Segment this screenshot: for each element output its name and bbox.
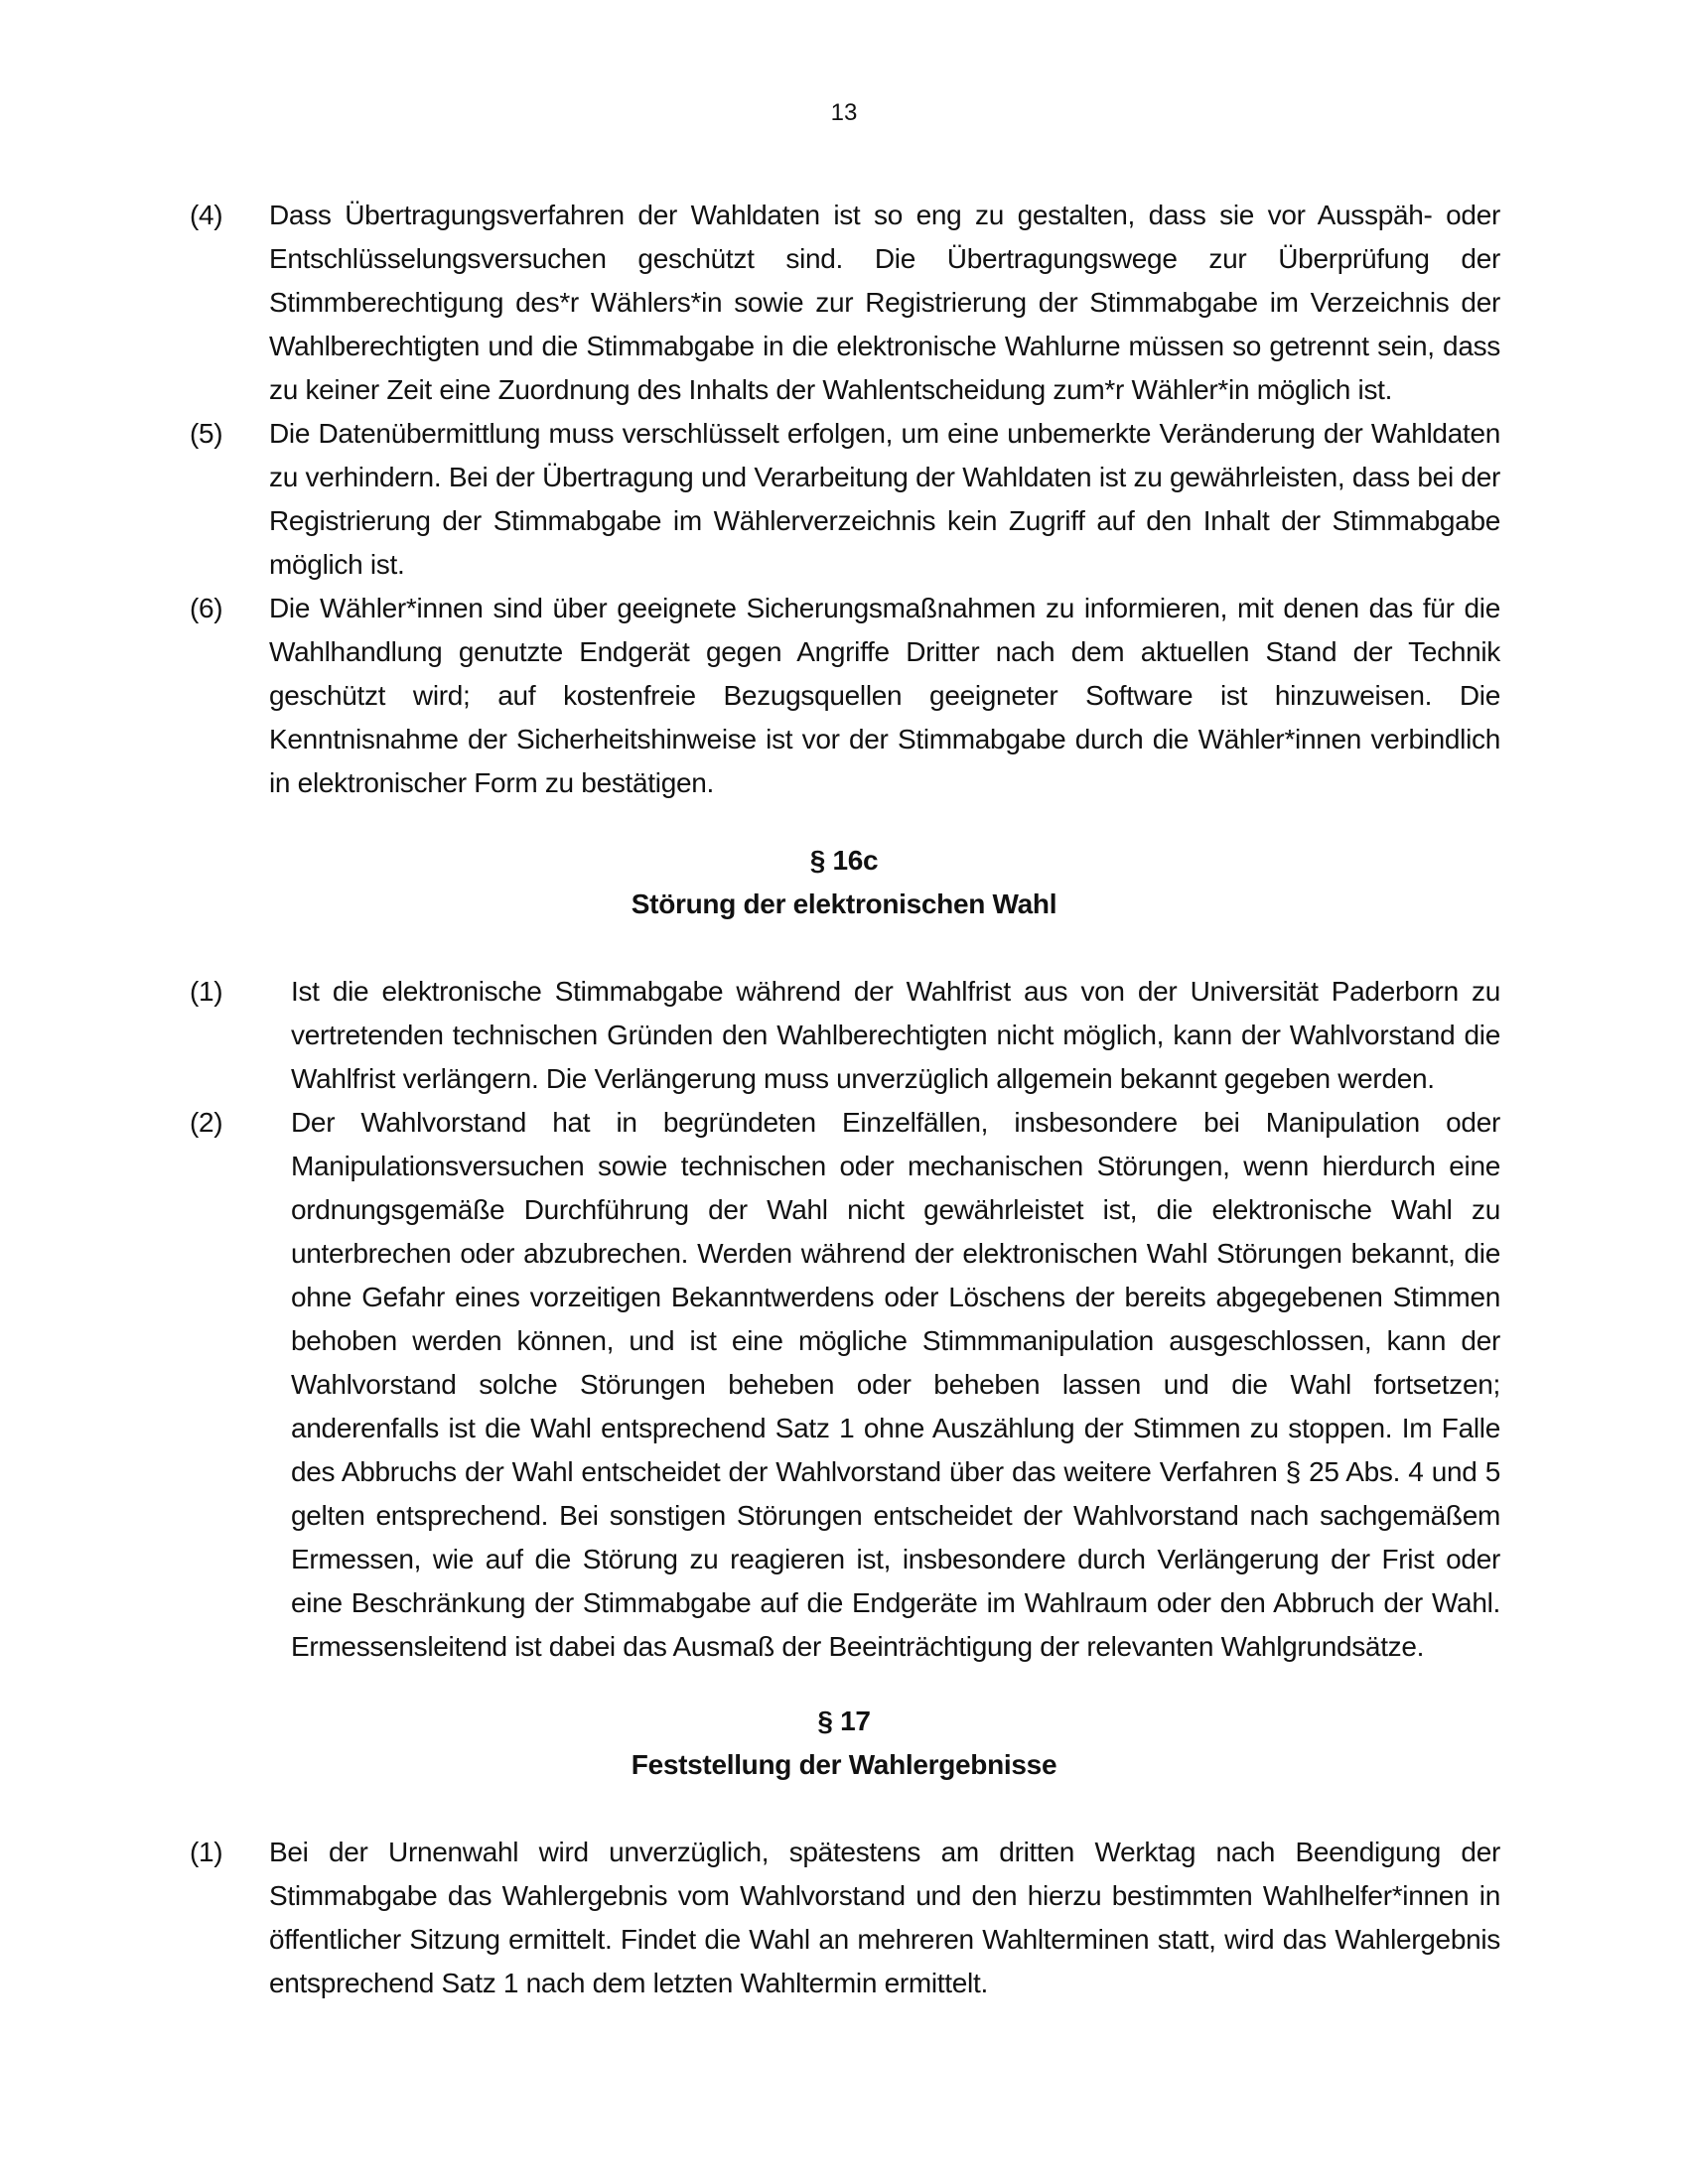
- page-number: 13: [830, 99, 858, 126]
- paragraph-number: (4): [190, 200, 223, 230]
- paragraph-number: (5): [190, 418, 223, 449]
- section-17-paragraph-1: [190, 1831, 1500, 2005]
- paragraph-5: [190, 412, 1500, 587]
- section-17-number: § 17: [817, 1706, 871, 1736]
- section-16c-number: § 16c: [809, 845, 879, 876]
- paragraph-text: Ist die elektronische Stimmabgabe während der Wahlfrist aus von der Universität Paderborn zu vertretenden technischen Gründen den Wahlberechtigten nicht möglich, kann der Wahlvorstand die Wahlfrist verlängern. Die Verlängerung muss unverzüglich allgemein bekannt gegeben werden.: [291, 976, 1500, 1094]
- section-16c-paragraph-1: [190, 970, 1500, 1101]
- paragraph-text: Bei der Urnenwahl wird unverzüglich, spätestens am dritten Werktag nach Beendigung der Stimmabgabe das Wahlergebnis vom Wahlvorstand und den hierzu bestimmten Wahlhelfer*innen in öffentlicher Sitzung ermittelt. Findet die Wahl an mehreren Wahlterminen statt, wird das Wahlergebnis entsprechend Satz 1 nach dem letzten Wahltermin ermittelt.: [269, 1837, 1500, 1998]
- paragraph-6: [190, 587, 1500, 805]
- paragraph-number: (1): [190, 976, 223, 1007]
- paragraph-text: Der Wahlvorstand hat in begründeten Einzelfällen, insbesondere bei Manipulation oder Manipulationsversuchen sowie technischen oder mechanischen Störungen, wenn hierdurch eine ordnungsgemäße Durchführung der Wahl nicht gewährleistet ist, die elektronische Wahl zu unterbrechen oder abzubrechen. Werden während der elektronischen Wahl Störungen bekannt, die ohne Gefahr eines vorzeitigen Bekanntwerdens oder Löschens der bereits abgegebenen Stimmen behoben werden können, und ist eine mögliche Stimmmanipulation ausgeschlossen, kann der Wahlvorstand solche Störungen beheben oder beheben lassen und die Wahl fortsetzen; anderenfalls ist die Wahl entsprechend Satz 1 ohne Auszählung der Stimmen zu stoppen. Im Falle des Abbruchs der Wahl entscheidet der Wahlvorstand über das weitere Verfahren § 25 Abs. 4 und 5 gelten entsprechend. Bei sonstigen Störungen entscheidet der Wahlvorstand nach sachgemäßem Ermessen, wie auf die Störung zu reagieren ist, insbesondere durch Verlängerung der Frist oder eine Beschränkung der Stimmabgabe auf die Endgeräte im Wahlraum oder den Abbruch der Wahl. Ermessensleitend ist dabei das Ausmaß der Beeinträchtigung der relevanten Wahlgrundsätze.: [291, 1107, 1500, 1662]
- paragraph-text: Dass Übertragungsverfahren der Wahldaten ist so eng zu gestalten, dass sie vor Ausspäh- oder Entschlüsselungsversuchen geschützt sind. Die Übertragungswege zur Überprüfung der Stimmberechtigung des*r Wählers*in sowie zur Registrierung der Stimmabgabe im Verzeichnis der Wahlberechtigten und die Stimmabgabe in die elektronische Wahlurne müssen so getrennt sein, dass zu keiner Zeit eine Zuordnung des Inhalts der Wahlentscheidung zum*r Wähler*in möglich ist.: [269, 200, 1500, 405]
- section-17-title: Feststellung der Wahlergebnisse: [631, 1749, 1057, 1780]
- paragraph-4: [190, 194, 1500, 412]
- paragraph-number: (1): [190, 1837, 223, 1867]
- section-16c-title: Störung der elektronischen Wahl: [631, 888, 1057, 919]
- paragraph-number: (2): [190, 1107, 223, 1138]
- section-16c-paragraph-2: [190, 1101, 1500, 1669]
- paragraph-text: Die Datenübermittlung muss verschlüsselt erfolgen, um eine unbemerkte Veränderung der Wahldaten zu verhindern. Bei der Übertragung und Verarbeitung der Wahldaten ist zu gewährleisten, dass bei der Registrierung der Stimmabgabe im Wählerverzeichnis kein Zugriff auf den Inhalt der Stimmabgabe möglich ist.: [269, 418, 1500, 580]
- paragraph-number: (6): [190, 593, 223, 623]
- paragraph-text: Die Wähler*innen sind über geeignete Sicherungsmaßnahmen zu informieren, mit denen das für die Wahlhandlung genutzte Endgerät gegen Angriffe Dritter nach dem aktuellen Stand der Technik geschützt wird; auf kostenfreie Bezugsquellen geeigneter Software ist hinzuweisen. Die Kenntnisnahme der Sicherheitshinweise ist vor der Stimmabgabe durch die Wähler*innen verbindlich in elektronischer Form zu bestätigen.: [269, 593, 1500, 798]
